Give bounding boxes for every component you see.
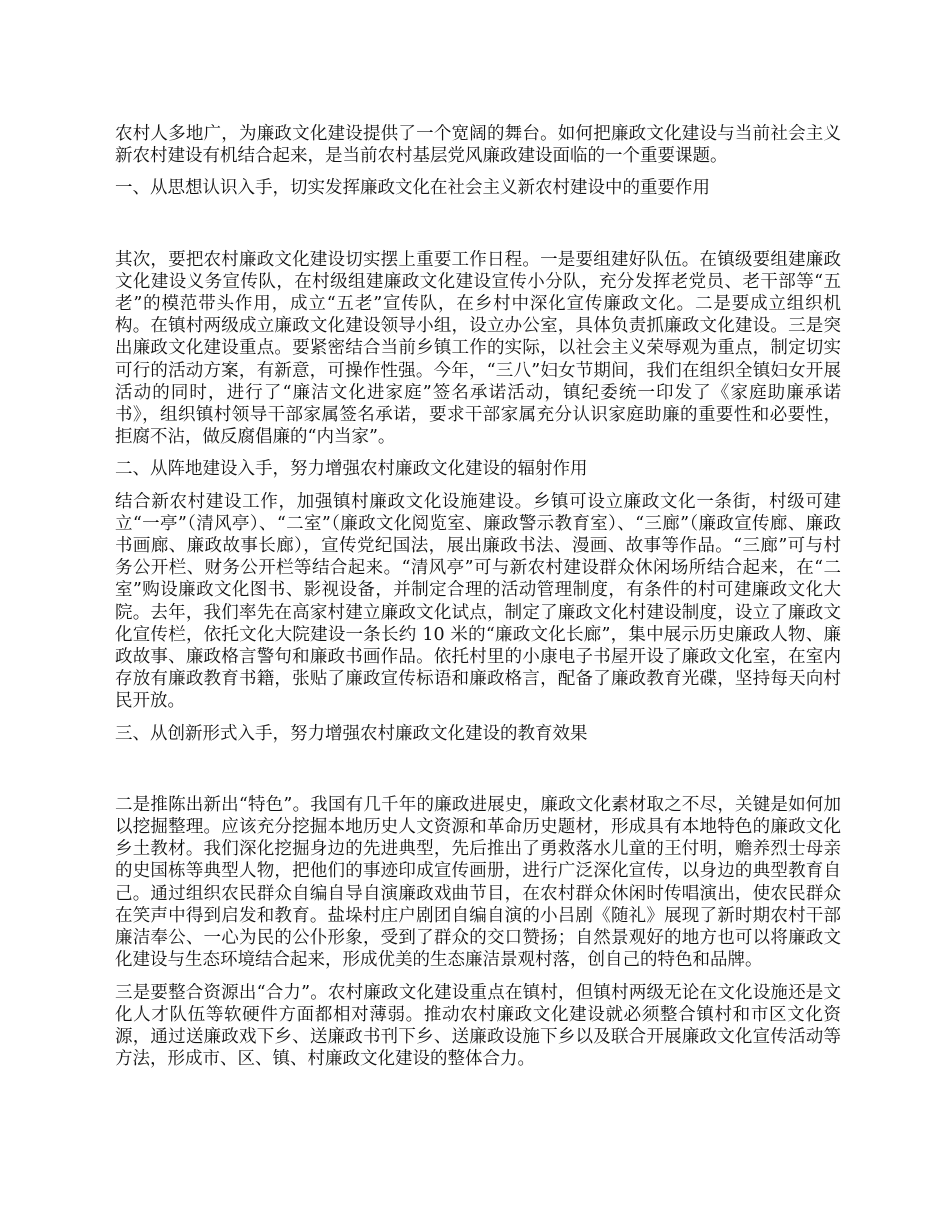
document-body bbox=[115, 123, 841, 1070]
body-paragraph: 结合新农村建设工作，加强镇村廉政文化设施建设。乡镇可设立廉政文化一条街，村级可建立“一亭”（清风亭）、“二室”（廉政文化阅览室、廉政警示教育室）、“三廊”（廉政宣传廊、廉政书画廊、廉政故事长廊），宣传党纪国法，展出廉政书法、漫画、故事等作品。“三廊”可与村务公开栏、财务公开栏等结合起来。“清风亭”可与新农村建设群众休闲场所结合起来，在“二室”购设廉政文化图书、影视设备，并制定合理的活动管理制度，有条件的村可建廉政文化大院。去年，我们率先在高家村建立廉政文化试点，制定了廉政文化村建设制度，设立了廉政文化宣传栏，依托文化大院建设一条长约 10 米的“廉政文化长廊”，集中展示历史廉政人物、廉政故事、廉政格言警句和廉政书画作品。依托村里的小康电子书屋开设了廉政文化室，在室内存放有廉政教育书籍，张贴了廉政宣传标语和廉政格言，配备了廉政教育光碟，坚持每天向村民开放。 bbox=[115, 491, 841, 712]
intro-paragraph: 农村人多地广，为廉政文化建设提供了一个宽阔的舞台。如何把廉政文化建设与当前社会主义新农村建设有机结合起来，是当前农村基层党风廉政建设面临的一个重要课题。 bbox=[115, 124, 841, 167]
section-heading-2: 二、从阵地建设入手，努力增强农村廉政文化建设的辐射作用 bbox=[115, 459, 588, 480]
body-paragraph: 二是推陈出新出“特色”。我国有几千年的廉政进展史，廉政文化素材取之不尽，关键是如何加以挖掘整理。应该充分挖掘本地历史人文资源和革命历史题材，形成具有本地特色的廉政文化乡土教材。我们深化挖掘身边的先进典型，先后推出了勇救落水儿童的王付明，赡养烈士母亲的史国栋等典型人物，把他们的事迹印成宣传画册，进行广泛深化宣传，以身边的典型教育自己。通过组织农民群众自编自导自演廉政戏曲节目，在农村群众休闲时传唱演出，使农民群众在笑声中得到启发和教育。盐垛村庄户剧团自编自演的小吕剧《随礼》展现了新时期农村干部廉洁奉公、一心为民的公仆形象，受到了群众的交口赞扬；自然景观好的地方也可以将廉政文化建设与生态环境结合起来，形成优美的生态廉洁景观村落，创自己的特色和品牌。 bbox=[115, 794, 841, 971]
body-paragraph: 三是要整合资源出“合力”。农村廉政文化建设重点在镇村，但镇村两级无论在文化设施还是文化人才队伍等软硬件方面都相对薄弱。推动农村廉政文化建设就必须整合镇村和市区文化资源，通过送廉政戏下乡、送廉政书刊下乡、送廉政设施下乡以及联合开展廉政文化宣传活动等方法，形成市、区、镇、村廉政文化建设的整体合力。 bbox=[115, 982, 841, 1070]
body-paragraph: 其次，要把农村廉政文化建设切实摆上重要工作日程。一是要组建好队伍。在镇级要组建廉政文化建设义务宣传队，在村级组建廉政文化建设宣传小分队，充分发挥老党员、老干部等“五老”的模范带头作用，成立“五老”宣传队，在乡村中深化宣传廉政文化。二是要成立组织机构。在镇村两级成立廉政文化建设领导小组，设立办公室，具体负责抓廉政文化建设。三是突出廉政文化建设重点。要紧密结合当前乡镇工作的实际，以社会主义荣辱观为重点，制定切实可行的活动方案，有新意，可操作性强。今年，“三八”妇女节期间，我们在组织全镇妇女开展活动的同时，进行了“廉洁文化进家庭”签名承诺活动，镇纪委统一印发了《家庭助廉承诺书》，组织镇村领导干部家属签名承诺，要求干部家属充分认识家庭助廉的重要性和必要性，拒腐不沾，做反腐倡廉的“内当家”。 bbox=[115, 249, 841, 448]
section-heading-3: 三、从创新形式入手，努力增强农村廉政文化建设的教育效果 bbox=[115, 723, 588, 744]
section-heading-1: 一、从思想认识入手，切实发挥廉政文化在社会主义新农村建设中的重要作用 bbox=[115, 178, 710, 199]
